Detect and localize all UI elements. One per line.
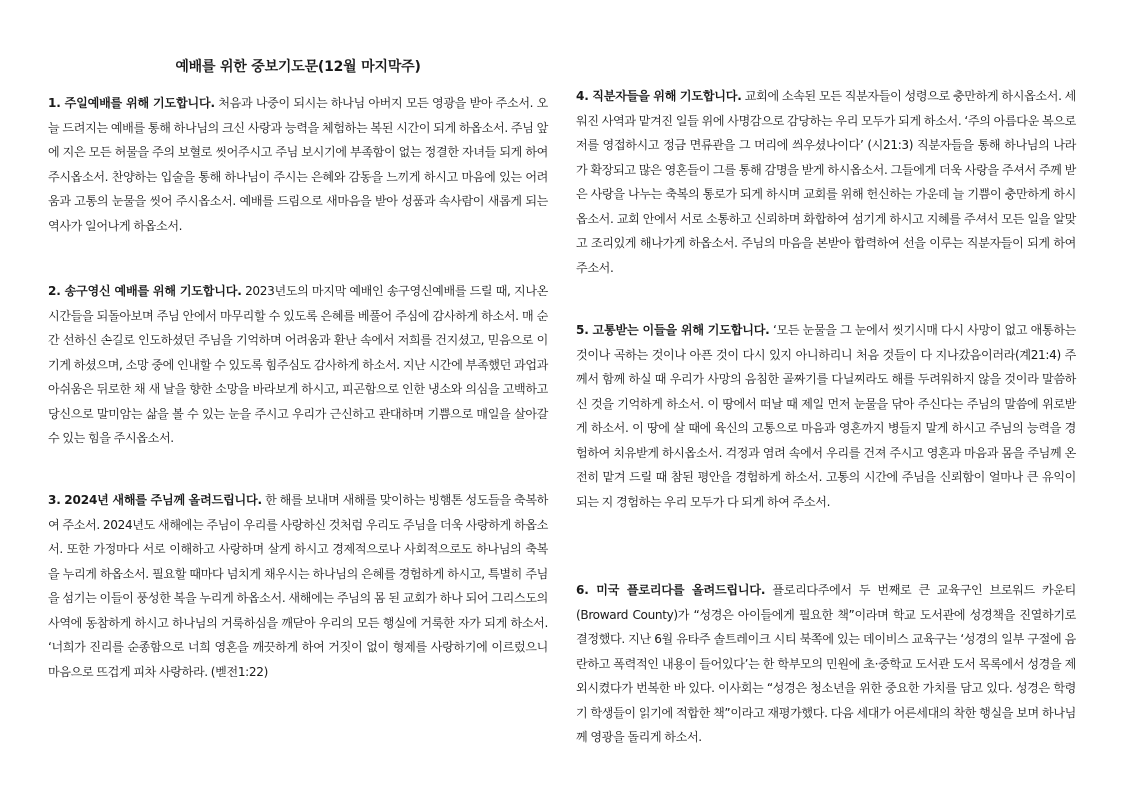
section-heading: 6. 미국 플로리다를 올려드립니다. (576, 583, 766, 597)
section-body: 플로리다주에서 두 번째로 큰 교육구인 브로워드 카운티(Broward County)가 “성경은 아이들에게 필요한 책”이라며 학교 도서관에 성경책을 진열하기로 결정했다. 지난 6월 유타주 솔트레이크 시티 북쪽에 있는 데이비스 교육구는 ‘성경의 일부 구절에 음란하고 폭력적인 내용이 들어있다’는 한 학부모의 민원에 초·중학교 도서관 도서 목록에서 성경을 제외시켰다가 번복한 바 있다. 이사회는 “성경은 청소년을 위한 중요한 가치를 담고 있다. 성경은 학령기 학생들이 읽기에 적합한 책”이라고 재평가했다. 다음 세대가 어른세대의 착한 행실을 보며 하나님께 영광을 돌리게 하소서. (576, 583, 1076, 744)
section-heading: 3. 2024년 새해를 주님께 올려드립니다. (48, 493, 262, 507)
document-title: 예배를 위한 중보기도문(12월 마지막주) (175, 59, 421, 75)
section-heading: 1. 주일예배를 위해 기도합니다. (48, 96, 215, 110)
prayer-section-2 (48, 279, 548, 451)
prayer-section-5 (576, 318, 1076, 514)
section-body: 처음과 나중이 되시는 하나님 아버지 모든 영광을 받아 주소서. 오늘 드려지는 예배를 통해 하나님의 크신 사랑과 능력을 체험하는 복된 시간이 되게 하옵소서. 주님 앞에 지은 모든 허물을 주의 보혈로 씻어주시고 주님 보시기에 부족함이 없는 정결한 자녀들 되게 하여 주시옵소서. 찬양하는 입술을 통해 하나님이 주시는 은혜와 감동을 느끼게 하시고 마음에 있는 어려움과 고통의 눈물을 씻어 주시옵소서. 예배를 드림으로 새마음을 받아 성품과 속사람이 새롭게 되는 역사가 일어나게 하옵소서. (48, 96, 548, 233)
section-heading: 2. 송구영신 예배를 위해 기도합니다. (48, 284, 242, 298)
prayer-section-4 (576, 84, 1076, 280)
section-heading: 5. 고통받는 이들을 위해 기도합니다. (576, 323, 770, 337)
prayer-section-1 (48, 91, 548, 238)
prayer-section-3 (48, 488, 548, 684)
section-body: 교회에 소속된 모든 직분자들이 성령으로 충만하게 하시옵소서. 세워진 사역과 맡겨진 일들 위에 사명감으로 감당하는 우리 모두가 되게 하소서. ‘주의 아름다운 복으로 저를 영접하시고 정금 면류관을 그 머리에 씌우셨나이다’ (시21:3) 직분자들을 통해 하나님의 나라가 확장되고 많은 영혼들이 그를 통해 감명을 받게 하시옵소서. 그들에게 더욱 사랑을 주셔서 주께 받은 사랑을 나누는 축복의 통로가 되게 하시며 교회를 위해 헌신하는 가운데 늘 기쁨이 충만하게 하시옵소서. 교회 안에서 서로 소통하고 신뢰하며 화합하여 섬기게 하시고 지혜를 주셔서 모든 일을 알맞고 조리있게 해나가게 하옵소서. 주님의 마음을 본받아 합력하여 선을 이루는 직분자들이 되게 하여 주소서. (576, 89, 1076, 275)
section-body: 한 해를 보내며 새해를 맞이하는 빙햄톤 성도들을 축복하여 주소서. 2024년도 새해에는 주님이 우리를 사랑하신 것처럼 우리도 주님을 더욱 사랑하게 하옵소서. 또한 가정마다 서로 이해하고 사랑하며 살게 하시고 경제적으로나 사회적으로도 하나님의 축복을 누리게 하옵소서. 필요할 때마다 넘치게 채우시는 하나님의 은혜를 경험하게 하시고, 특별히 주님을 섬기는 이들이 풍성한 복을 누리게 하옵소서. 새해에는 주님의 몸 된 교회가 하나 되어 그리스도의 사역에 동참하게 하시고 하나님의 거룩하심을 깨닫아 우리의 모든 행실에 거룩한 자가 되게 하소서. ‘너희가 진리를 순종함으로 너희 영혼을 깨끗하게 하여 거짓이 없이 형제를 사랑하기에 이르렀으니 마음으로 뜨겁게 피차 사랑하라. (벧전1:22) (48, 493, 548, 679)
section-heading: 4. 직분자들을 위해 기도합니다. (576, 89, 742, 103)
section-body: 2023년도의 마지막 예배인 송구영신예배를 드릴 때, 지나온 시간들을 되돌아보며 주님 안에서 마무리할 수 있도록 은혜를 베풀어 주심에 감사하게 하소서. 매 순간 선하신 손길로 인도하셨던 주님을 기억하며 어려움과 환난 속에서 저희를 건지셨고, 믿음으로 이기게 하셨으며, 소망 중에 인내할 수 있도록 힘주심도 감사하게 하소서. 지난 시간에 부족했던 과업과 아쉬움은 뒤로한 채 새 날을 향한 소망을 바라보게 하시고, 피곤함으로 인한 냉소와 의심을 고백하고 당신으로 말미암는 삶을 볼 수 있는 눈을 주시고 우리가 근신하고 관대하며 기쁨으로 매일을 살아갈 수 있는 힘을 주시옵소서. (48, 284, 548, 445)
prayer-section-6 (576, 578, 1076, 750)
section-body: ‘모든 눈물을 그 눈에서 씻기시매 다시 사망이 없고 애통하는 것이나 곡하는 것이나 아픈 것이 다시 있지 아니하리니 처음 것들이 다 지나갔음이러라(계21:4) 주께서 함께 하실 때 우리가 사망의 음침한 골짜기를 다닐찌라도 해를 두려워하지 않을 것이라 말씀하신 것을 기억하게 하소서. 이 땅에서 떠날 때 제일 먼저 눈물을 닦아 주신다는 주님의 말씀에 위로받게 하소서. 이 땅에 살 때에 육신의 고통으로 마음과 영혼까지 병들지 말게 하시고 주님의 능력을 경험하여 치유받게 하시옵소서. 걱정과 염려 속에서 우리를 건져 주시고 영혼과 마음과 몸을 주님께 온전히 맡겨 드릴 때 참된 평안을 경험하게 하소서. 고통의 시간에 주님을 신뢰함이 얼마나 큰 유익이 되는 지 경험하는 우리 모두가 다 되게 하여 주소서. (576, 323, 1076, 509)
